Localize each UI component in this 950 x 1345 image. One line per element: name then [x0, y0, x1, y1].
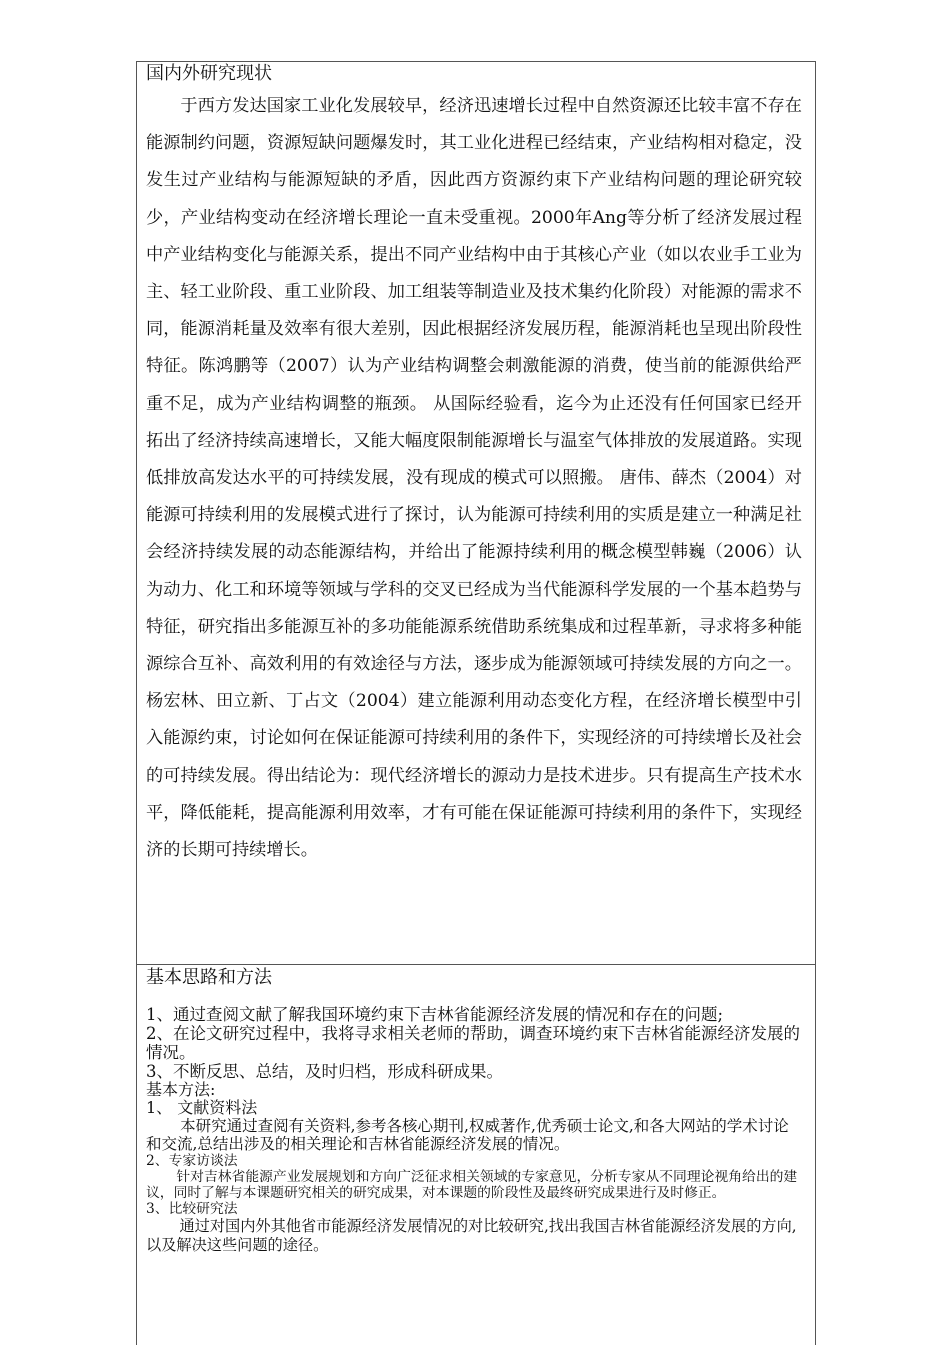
- method-3-title: 3、比较研究法: [146, 1201, 238, 1217]
- approach-heading: 基本思路和方法: [146, 967, 272, 988]
- method-2-body: 针对吉林省能源产业发展规划和方向广泛征求相关领域的专家意见，分析专家从不同理论视角给出的建议，同时了解与本课题研究相关的研究成果，对本课题的阶段性及最终研究成果进行及时修正。: [146, 1169, 798, 1201]
- method-2-title: 2、专家访谈法: [146, 1153, 238, 1169]
- methods-heading: 基本方法:: [146, 1080, 216, 1099]
- step-3: 3、不断反思、总结，及时归档，形成科研成果。: [146, 1062, 503, 1081]
- method-3-body: 通过对国内外其他省市能源经济发展情况的对比较研究,找出我国吉林省能源经济发展的方向,以及解决这些问题的途径。: [146, 1217, 797, 1254]
- method-1-body: 本研究通过查阅有关资料,参考各核心期刊,权威著作,优秀硕士论文,和各大网站的学术讨论和交流,总结出涉及的相关理论和吉林省能源经济发展的情况。: [146, 1117, 789, 1153]
- section-divider: [136, 964, 816, 965]
- research-status-heading: 国内外研究现状: [146, 63, 272, 84]
- research-status-body: 于西方发达国家工业化发展较早，经济迅速增长过程中自然资源还比较丰富不存在能源制约问题，资源短缺问题爆发时，其工业化进程已经结束，产业结构相对稳定，没发生过产业结构与能源短缺的矛盾，因此西方资源约束下产业结构问题的理论研究较少，产业结构变动在经济增长理论一直未受重视。2000年Ang等分析了经济发展过程中产业结构变化与能源关系，提出不同产业结构中由于其核心产业（如以农业手工业为主、轻工业阶段、重工业阶段、加工组装等制造业及技术集约化阶段）对能源的需求不同，能源消耗量及效率有很大差别，因此根据经济发展历程，能源消耗也呈现出阶段性特征。陈鸿鹏等（2007）认为产业结构调整会刺激能源的消费，使当前的能源供给严重不足，成为产业结构调整的瓶颈。 从国际经验看，迄今为止还没有任何国家已经开拓出了经济持续高速增长，又能大幅度限制能源增长与温室气体排放的发展道路。实现低排放高发达水平的可持续发展，没有现成的模式可以照搬。 唐伟、薛杰（2004）对能源可持续利用的发展模式进行了探讨，认为能源可持续利用的实质是建立一种满足社会经济持续发展的动态能源结构，并给出了能源持续利用的概念模型韩巍（2006）认为动力、化工和环境等领域与学科的交叉已经成为当代能源科学发展的一个基本趋势与特征，研究指出多能源互补的多功能能源系统借助系统集成和过程革新，寻求将多种能源综合互补、高效利用的有效途径与方法，逐步成为能源领域可持续发展的方向之一。杨宏林、田立新、丁占文（2004）建立能源利用动态变化方程，在经济增长模型中引入能源约束，讨论如何在保证能源可持续利用的条件下，实现经济的可持续增长及社会的可持续发展。得出结论为：现代经济增长的源动力是技术进步。只有提高生产技术水平，降低能耗，提高能源利用效率，才有可能在保证能源可持续利用的条件下，实现经济的长期可持续增长。: [146, 96, 802, 861]
- step-1: 1、通过查阅文献了解我国环境约束下吉林省能源经济发展的情况和存在的问题;: [146, 1005, 724, 1024]
- method-1-title: 1、 文献资料法: [146, 1098, 258, 1117]
- approach-content: [146, 1005, 800, 1255]
- step-2: 2、在论文研究过程中，我将寻求相关老师的帮助，调查环境约束下吉林省能源经济发展的情况。: [146, 1024, 800, 1062]
